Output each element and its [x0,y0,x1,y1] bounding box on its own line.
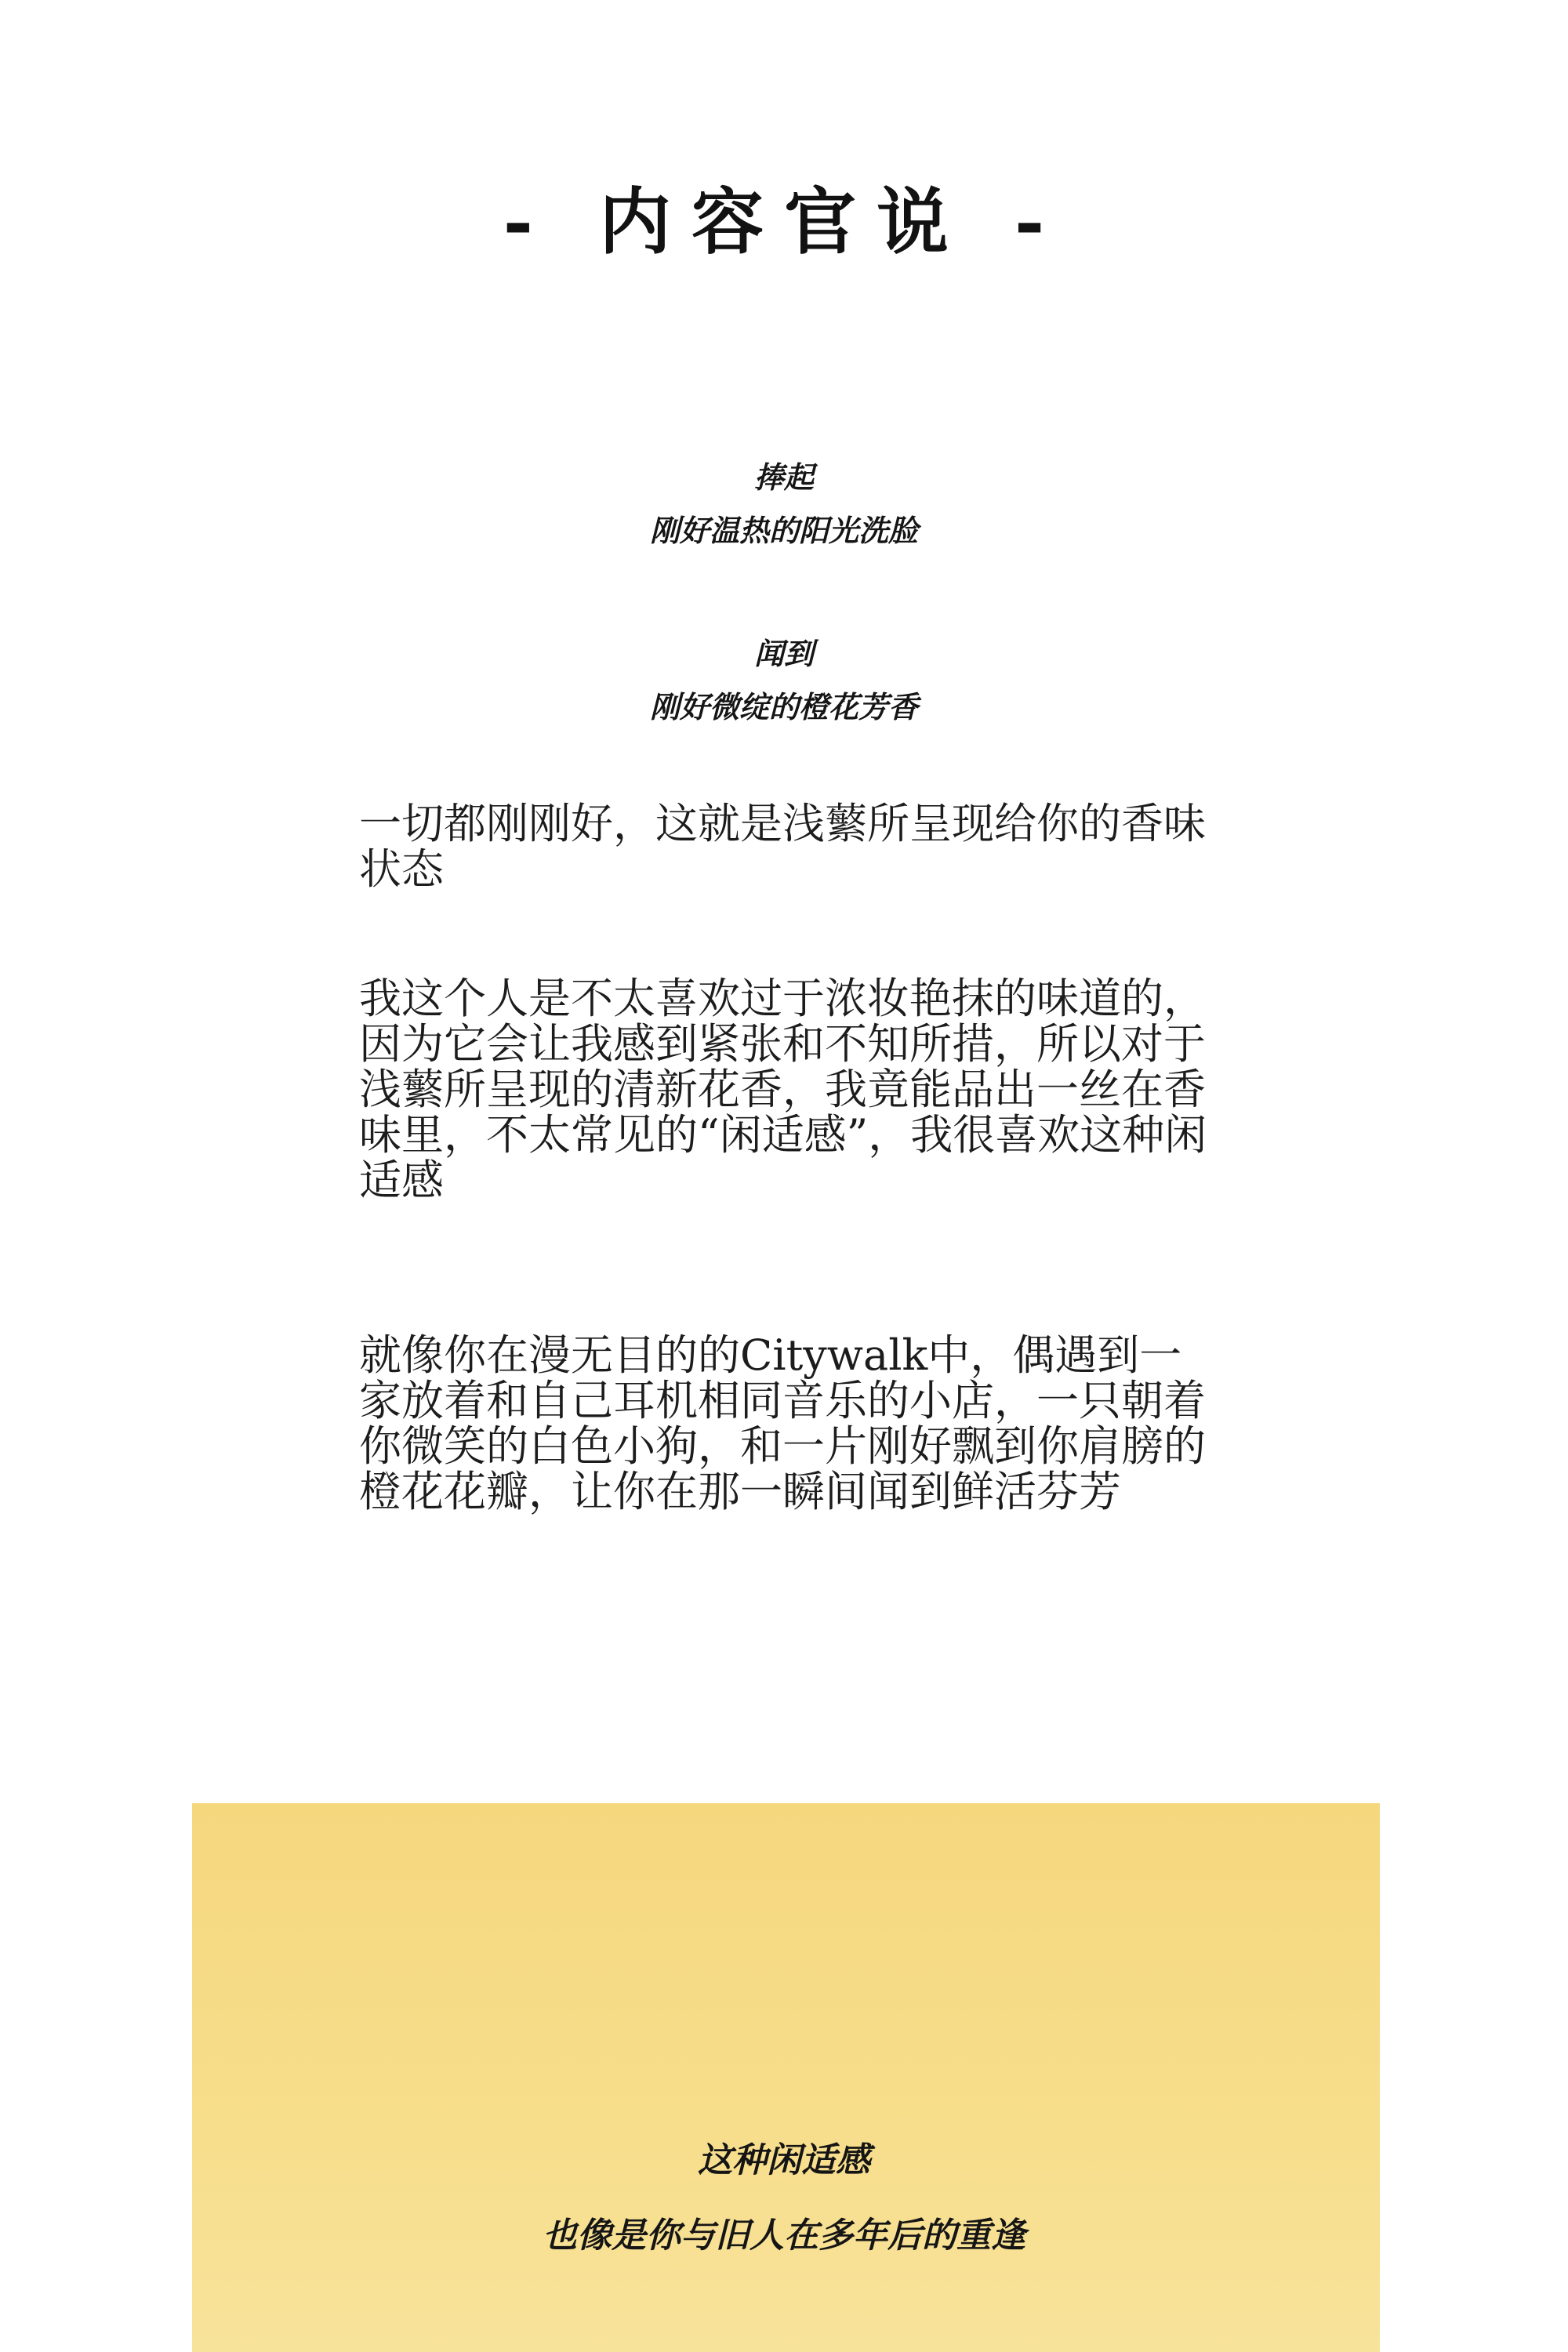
poem-line: 刚好温热的阳光洗脸 [649,513,918,548]
poem-stanza-2 [0,627,1568,734]
poem-stanza-1 [0,451,1568,557]
quote-line: 也像是你与旧人在多年后的重逢 [543,2216,1025,2256]
body-paragraph-2: 我这个人是不太喜欢过于浓妆艳抹的味道的，因为它会让我感到紧张和不知所措，所以对于浅蘩所呈现的清新花香，我竟能品出一丝在香味里，不太常见的“闲适感”，我很喜欢这种闲适感 [359,974,1207,1205]
body-paragraph-1: 一切都刚刚好，这就是浅蘩所呈现给你的香味状态 [359,799,1206,894]
body-paragraph-3: 就像你在漫无目的的Citywalk中，偶遇到一家放着和自己耳机相同音乐的小店，一只朝着你微笑的白色小狗，和一片刚好飘到你肩膀的橙花花瓣，让你在那一瞬间闻到鲜活芬芳 [359,1330,1206,1516]
poem-line: 刚好微绽的橙花芳香 [649,689,918,724]
page-title: - 内容官说 - [503,180,1065,264]
highlight-quote [0,2123,1568,2274]
poem-line: 捧起 [753,459,814,495]
quote-line: 这种闲适感 [698,2140,870,2180]
poem-line: 闻到 [753,636,814,671]
